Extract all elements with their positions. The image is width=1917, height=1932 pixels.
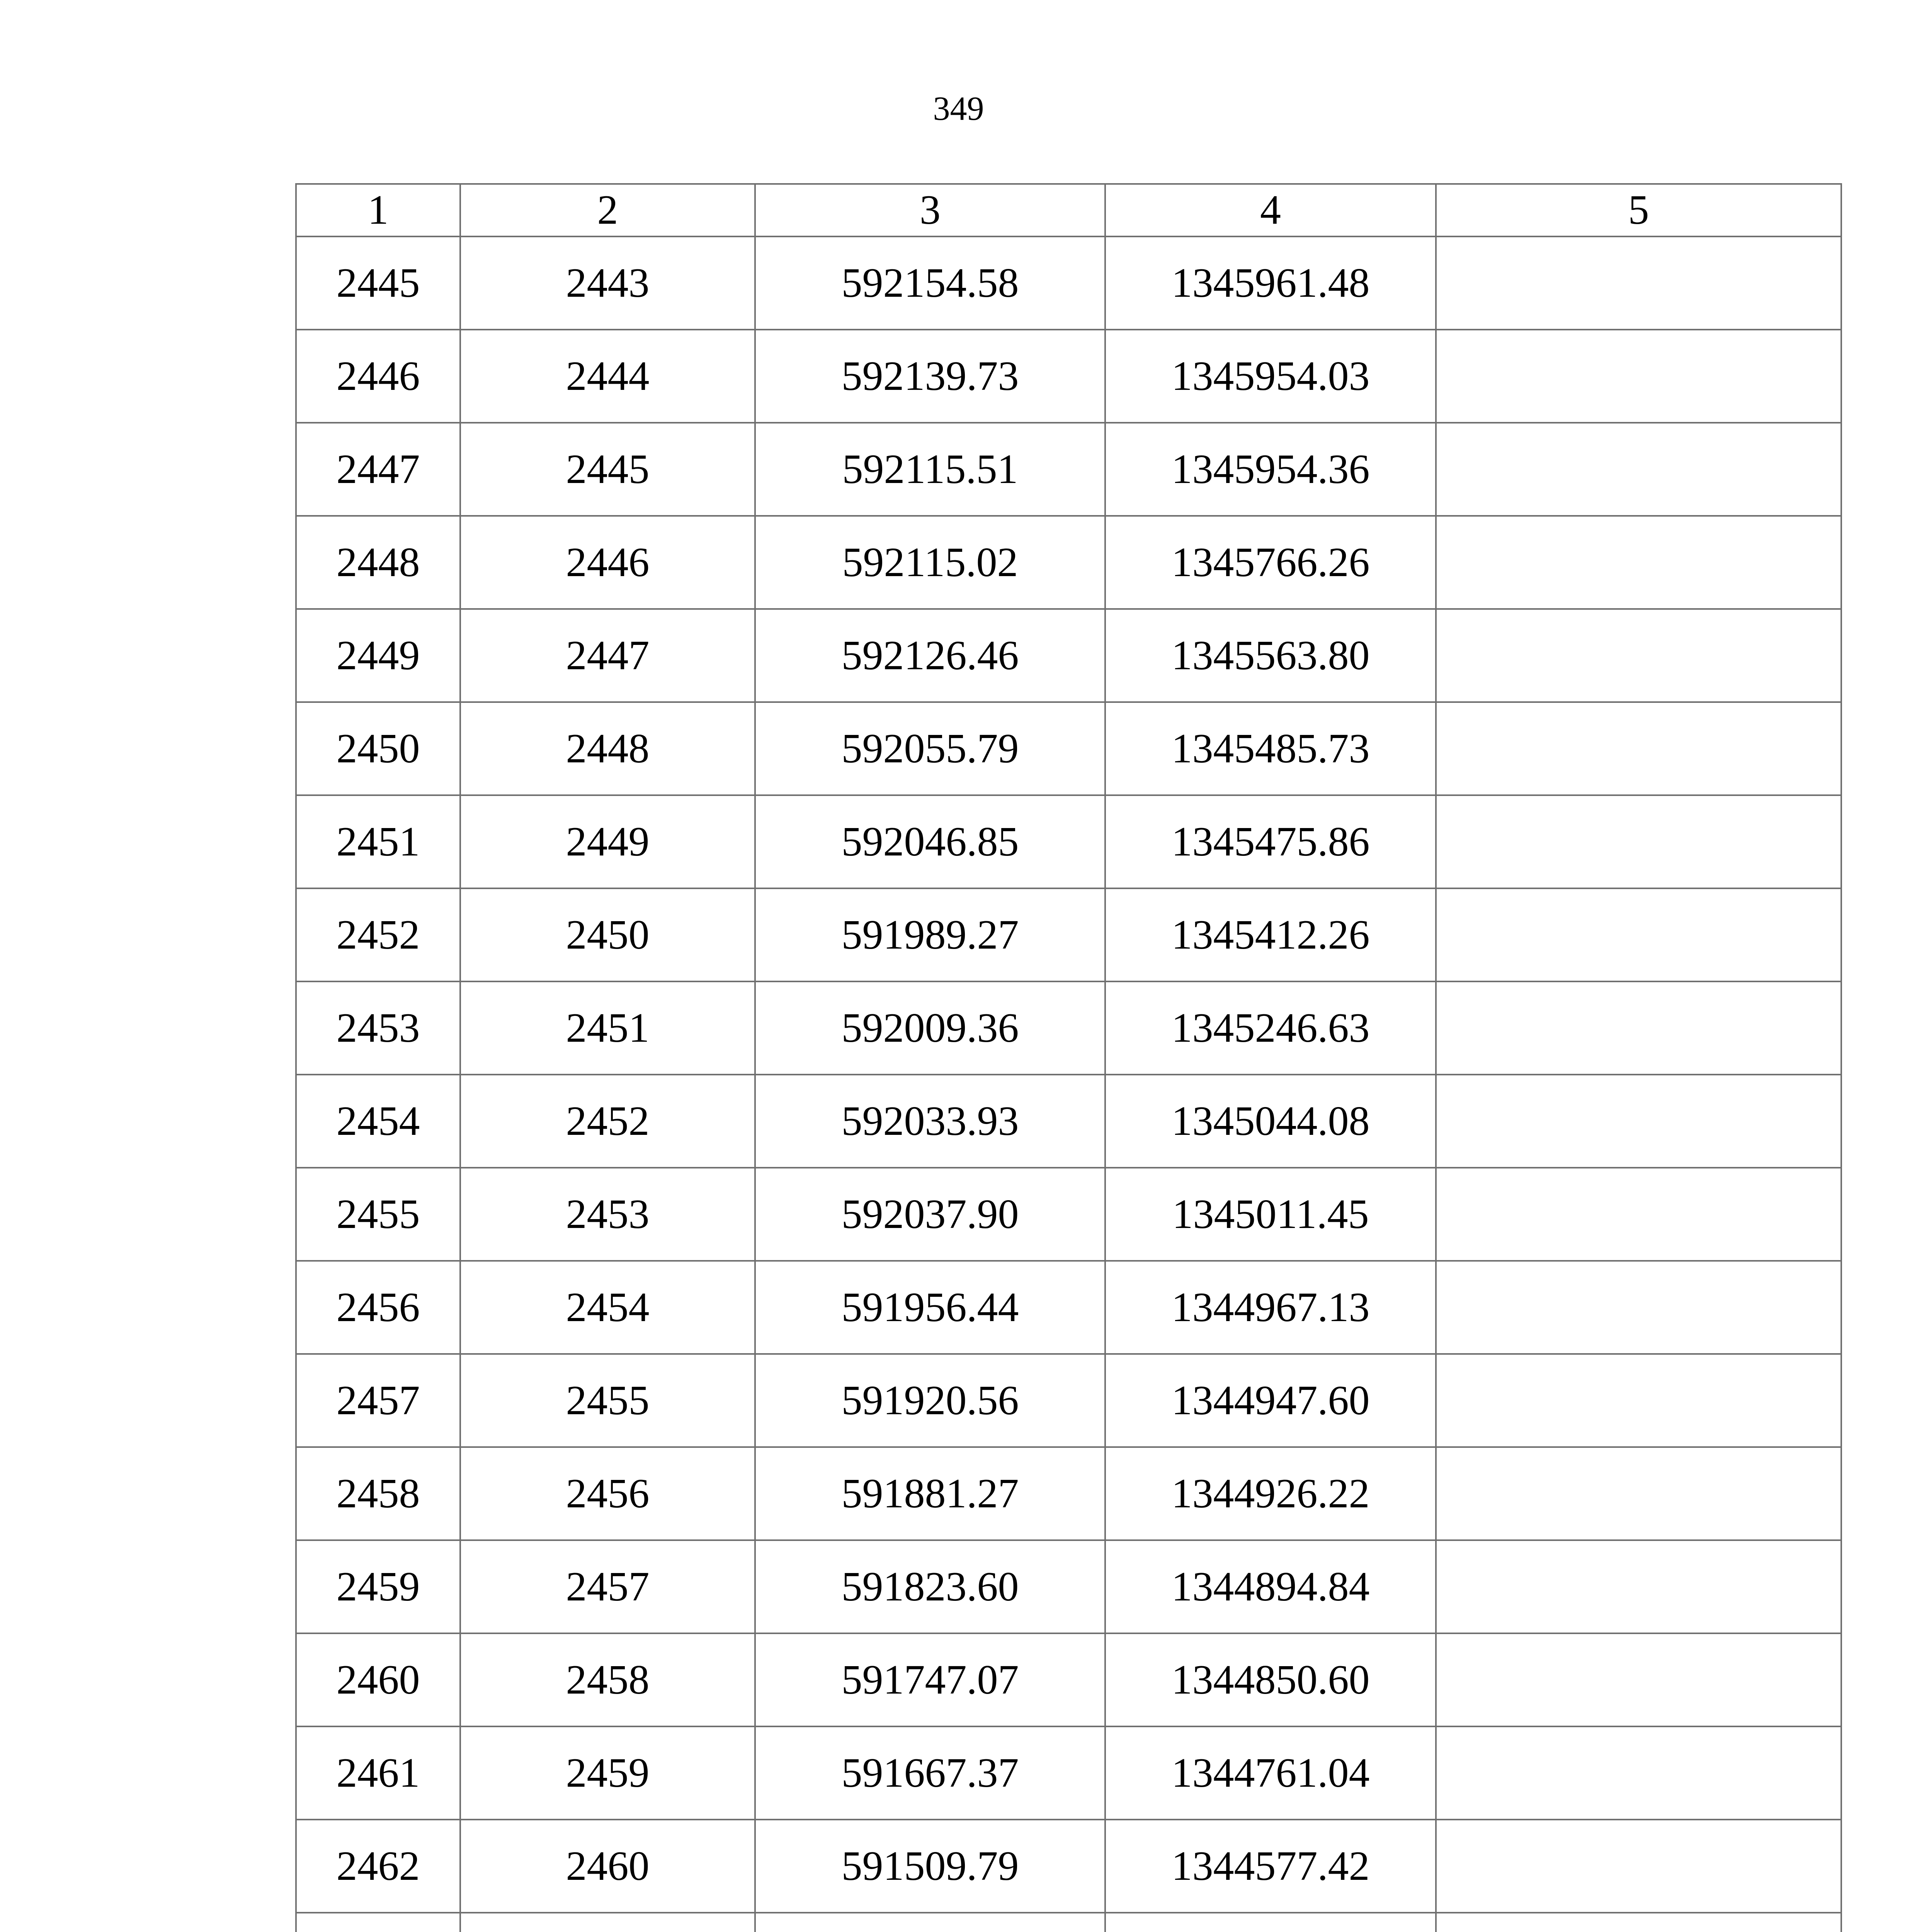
table-cell: 2456 <box>460 1447 755 1540</box>
table-cell: 1344967.13 <box>1105 1261 1436 1354</box>
table-cell: 592139.73 <box>755 330 1105 423</box>
table-cell: 2457 <box>460 1540 755 1633</box>
table-cell <box>1436 609 1841 702</box>
table-cell: 591667.37 <box>755 1726 1105 1820</box>
table-cell: 2453 <box>296 981 460 1075</box>
table-cell <box>1436 888 1841 981</box>
table-cell <box>1436 1726 1841 1820</box>
table-cell: 1345475.86 <box>1105 795 1436 888</box>
table-cell: 591881.27 <box>755 1447 1105 1540</box>
table-row <box>296 888 1841 981</box>
table-cell: 2460 <box>296 1633 460 1726</box>
table-row <box>296 423 1841 516</box>
table-cell: 1345954.03 <box>1105 330 1436 423</box>
table-row <box>296 1726 1841 1820</box>
table-cell <box>460 1913 755 1932</box>
table-cell <box>1436 516 1841 609</box>
table-cell: 2446 <box>296 330 460 423</box>
table-cell: 2451 <box>296 795 460 888</box>
table-cell: 2452 <box>296 888 460 981</box>
table-cell: 591989.27 <box>755 888 1105 981</box>
table-row <box>296 1447 1841 1540</box>
table-cell <box>1436 1261 1841 1354</box>
table-cell: 591747.07 <box>755 1633 1105 1726</box>
table-cell <box>1436 1168 1841 1261</box>
table-cell: 2445 <box>460 423 755 516</box>
table-cell <box>1436 1447 1841 1540</box>
table-cell: 2451 <box>460 981 755 1075</box>
table-cell: 2458 <box>296 1447 460 1540</box>
table-cell <box>1436 1913 1841 1932</box>
table-cell: 1345563.80 <box>1105 609 1436 702</box>
table-cell: 2454 <box>460 1261 755 1354</box>
table-cell: 2456 <box>296 1261 460 1354</box>
column-header: 4 <box>1105 184 1436 236</box>
table-body <box>296 236 1841 1932</box>
page-number: 349 <box>933 90 984 128</box>
table-cell <box>1436 1820 1841 1913</box>
table-row <box>296 609 1841 702</box>
table-row <box>296 1540 1841 1633</box>
table-header-row <box>296 184 1841 236</box>
table-cell: 2459 <box>460 1726 755 1820</box>
table-cell: 2449 <box>460 795 755 888</box>
table-cell: 1344894.84 <box>1105 1540 1436 1633</box>
table-row <box>296 516 1841 609</box>
table-cell <box>1436 702 1841 795</box>
table-cell: 2457 <box>296 1354 460 1447</box>
table-row <box>296 1913 1841 1932</box>
table-cell: 2450 <box>460 888 755 981</box>
table-cell: 592033.93 <box>755 1075 1105 1168</box>
table-row <box>296 795 1841 888</box>
table-cell <box>1436 1075 1841 1168</box>
table-cell: 1344947.60 <box>1105 1354 1436 1447</box>
table-row <box>296 330 1841 423</box>
table-cell <box>755 1913 1105 1932</box>
table-cell: 592154.58 <box>755 236 1105 330</box>
table-cell: 2460 <box>460 1820 755 1913</box>
table-cell: 2459 <box>296 1540 460 1633</box>
table-cell: 2450 <box>296 702 460 795</box>
table-cell: 591956.44 <box>755 1261 1105 1354</box>
table-cell: 1345954.36 <box>1105 423 1436 516</box>
table-cell: 2445 <box>296 236 460 330</box>
column-header: 1 <box>296 184 460 236</box>
table-cell: 592009.36 <box>755 981 1105 1075</box>
coordinates-table <box>295 183 1842 1932</box>
table-cell: 1344577.42 <box>1105 1820 1436 1913</box>
table-cell: 2453 <box>460 1168 755 1261</box>
table-cell: 2461 <box>296 1726 460 1820</box>
table-cell: 2447 <box>460 609 755 702</box>
table-row <box>296 236 1841 330</box>
table-cell: 1344761.04 <box>1105 1726 1436 1820</box>
table-row <box>296 1633 1841 1726</box>
table-cell: 592037.90 <box>755 1168 1105 1261</box>
table-cell <box>1436 795 1841 888</box>
table-cell: 1345044.08 <box>1105 1075 1436 1168</box>
table-cell: 591920.56 <box>755 1354 1105 1447</box>
table-cell: 592115.02 <box>755 516 1105 609</box>
table-cell <box>1436 981 1841 1075</box>
table-cell: 592046.85 <box>755 795 1105 888</box>
table-cell: 1345011.45 <box>1105 1168 1436 1261</box>
table-cell: 2455 <box>460 1354 755 1447</box>
table-cell: 1345485.73 <box>1105 702 1436 795</box>
table-row <box>296 1354 1841 1447</box>
table-cell <box>1436 1354 1841 1447</box>
table-cell <box>1436 1540 1841 1633</box>
table-row <box>296 981 1841 1075</box>
table-cell: 1345412.26 <box>1105 888 1436 981</box>
table-cell: 2455 <box>296 1168 460 1261</box>
table-cell: 2452 <box>460 1075 755 1168</box>
table-cell: 1345246.63 <box>1105 981 1436 1075</box>
table-cell: 1345961.48 <box>1105 236 1436 330</box>
table-row <box>296 1075 1841 1168</box>
table-row <box>296 1820 1841 1913</box>
table-cell: 591509.79 <box>755 1820 1105 1913</box>
table-cell: 2449 <box>296 609 460 702</box>
table-cell <box>1436 1633 1841 1726</box>
column-header: 5 <box>1436 184 1841 236</box>
table-cell <box>1436 236 1841 330</box>
table-cell: 592126.46 <box>755 609 1105 702</box>
table-cell: 1344850.60 <box>1105 1633 1436 1726</box>
table-cell <box>1105 1913 1436 1932</box>
table-row <box>296 1168 1841 1261</box>
table-cell: 2444 <box>460 330 755 423</box>
table-cell <box>296 1913 460 1932</box>
table-cell: 592055.79 <box>755 702 1105 795</box>
table-cell: 2448 <box>296 516 460 609</box>
table-cell <box>1436 330 1841 423</box>
table-cell: 2448 <box>460 702 755 795</box>
column-header: 2 <box>460 184 755 236</box>
table-cell: 2443 <box>460 236 755 330</box>
table-cell: 2462 <box>296 1820 460 1913</box>
table-cell <box>1436 423 1841 516</box>
table-cell: 591823.60 <box>755 1540 1105 1633</box>
table-cell: 2446 <box>460 516 755 609</box>
table-cell: 2447 <box>296 423 460 516</box>
table-cell: 1344926.22 <box>1105 1447 1436 1540</box>
column-header: 3 <box>755 184 1105 236</box>
table-cell: 2454 <box>296 1075 460 1168</box>
table-cell: 1345766.26 <box>1105 516 1436 609</box>
table-row <box>296 702 1841 795</box>
table-cell: 2458 <box>460 1633 755 1726</box>
table-cell: 592115.51 <box>755 423 1105 516</box>
table-row <box>296 1261 1841 1354</box>
